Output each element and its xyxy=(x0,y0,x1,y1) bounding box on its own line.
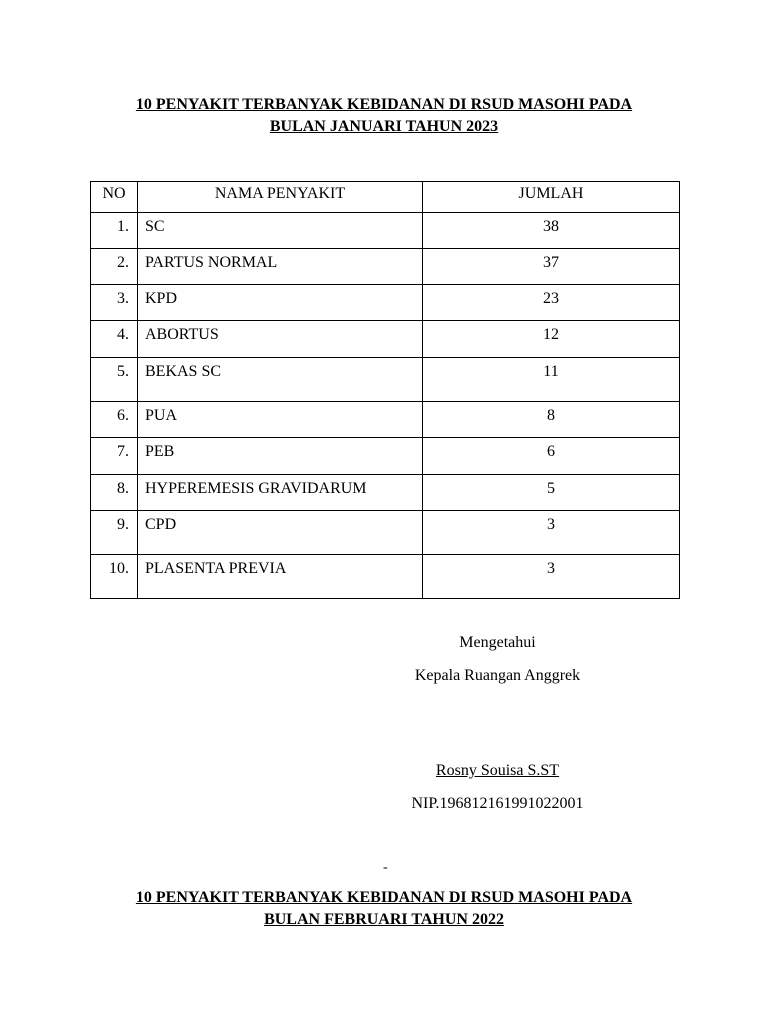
row-no: 3. xyxy=(91,285,138,321)
row-count: 11 xyxy=(423,358,680,402)
row-disease-name: BEKAS SC xyxy=(138,358,423,402)
header-count: JUMLAH xyxy=(423,182,680,213)
table-row xyxy=(91,285,680,321)
header-no: NO xyxy=(91,182,138,213)
row-count: 23 xyxy=(423,285,680,321)
row-count: 12 xyxy=(423,321,680,358)
row-disease-name: PUA xyxy=(138,402,423,438)
row-no: 8. xyxy=(91,475,138,511)
row-no: 10. xyxy=(91,555,138,599)
table-row xyxy=(91,358,680,402)
report-title-line-2: BULAN FEBRUARI TAHUN 2022 xyxy=(264,911,504,928)
table-row xyxy=(91,249,680,285)
table-row xyxy=(91,511,680,555)
table-row xyxy=(91,475,680,511)
row-disease-name: PEB xyxy=(138,438,423,475)
table-row xyxy=(91,555,680,599)
disease-table xyxy=(90,181,680,599)
report-title-line-1: 10 PENYAKIT TERBANYAK KEBIDANAN DI RSUD MASOHI PADA xyxy=(135,889,633,906)
row-disease-name: SC xyxy=(138,213,423,249)
header-disease-name: NAMA PENYAKIT xyxy=(138,182,423,213)
table-row xyxy=(91,321,680,358)
row-count: 3 xyxy=(423,555,680,599)
row-count: 5 xyxy=(423,475,680,511)
separator-dash: - xyxy=(383,860,388,875)
row-disease-name: PLASENTA PREVIA xyxy=(138,555,423,599)
table-header-row xyxy=(91,182,680,213)
row-no: 9. xyxy=(91,511,138,555)
row-count: 3 xyxy=(423,511,680,555)
row-count: 8 xyxy=(423,402,680,438)
signature-name: Rosny Souisa S.ST xyxy=(435,762,560,779)
report-title-january xyxy=(0,94,768,138)
row-disease-name: PARTUS NORMAL xyxy=(138,249,423,285)
row-count: 37 xyxy=(423,249,680,285)
row-no: 4. xyxy=(91,321,138,358)
row-no: 2. xyxy=(91,249,138,285)
row-disease-name: ABORTUS xyxy=(138,321,423,358)
table-row xyxy=(91,402,680,438)
row-no: 6. xyxy=(91,402,138,438)
row-disease-name: HYPEREMESIS GRAVIDARUM xyxy=(138,475,423,511)
row-no: 7. xyxy=(91,438,138,475)
signature-role: Kepala Ruangan Anggrek xyxy=(414,667,581,684)
row-no: 1. xyxy=(91,213,138,249)
report-title-line-2: BULAN JANUARI TAHUN 2023 xyxy=(269,118,499,135)
signature-acknowledged: Mengetahui xyxy=(459,634,536,651)
report-title-february xyxy=(0,887,768,931)
row-count: 38 xyxy=(423,213,680,249)
row-disease-name: KPD xyxy=(138,285,423,321)
signature-nip: NIP.196812161991022001 xyxy=(411,795,584,812)
row-no: 5. xyxy=(91,358,138,402)
table-row xyxy=(91,438,680,475)
report-title-line-1: 10 PENYAKIT TERBANYAK KEBIDANAN DI RSUD MASOHI PADA xyxy=(135,96,633,113)
row-disease-name: CPD xyxy=(138,511,423,555)
row-count: 6 xyxy=(423,438,680,475)
table-row xyxy=(91,213,680,249)
